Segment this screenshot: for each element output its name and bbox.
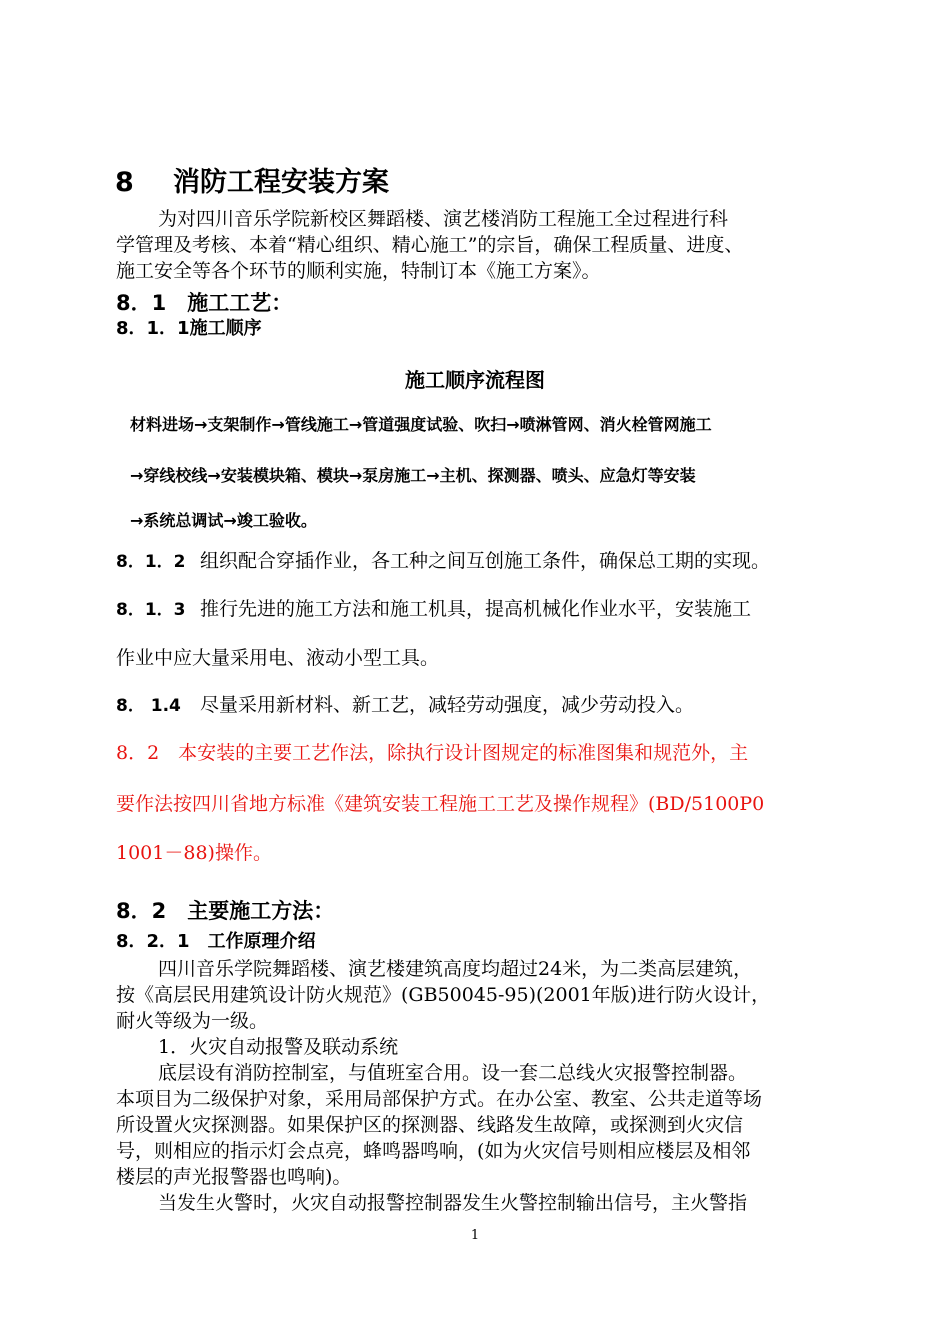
- red-note-line: 要作法按四川省地方标准《建筑安装工程施工工艺及操作规程》(BD/5100P0: [116, 793, 765, 815]
- item-8-1-4: [116, 692, 694, 719]
- body-line: 四川音乐学院舞蹈楼、演艺楼建筑高度均超过24米，为二类高层建筑，: [158, 958, 753, 980]
- body-line: 号，则相应的指示灯会点亮，蜂鸣器鸣响，(如为火灾信号则相应楼层及相邻: [116, 1140, 751, 1162]
- section-8-1-1-heading: 8．1．1施工顺序: [116, 318, 262, 339]
- body-subheading: 1．火灾自动报警及联动系统: [158, 1036, 399, 1058]
- red-note-line: 1001－88)操作。: [116, 842, 272, 864]
- item-text: 组织配合穿插作业，各工种之间互创施工条件，确保总工期的实现。: [200, 550, 771, 572]
- item-label: 8． 1.4: [116, 696, 181, 716]
- intro-paragraph: [116, 206, 842, 284]
- section-8-2-heading: 8．2 主要施工方法：: [116, 899, 335, 923]
- flow-line: →系统总调试→竣工验收。: [130, 511, 317, 530]
- item-text: 推行先进的施工方法和施工机具，提高机械化作业水平，安装施工: [200, 598, 752, 620]
- item-8-1-2: [116, 548, 770, 575]
- body-line: 底层设有消防控制室，与值班室合用。设一套二总线火灾报警控制器。: [158, 1062, 748, 1084]
- section-8-2-1-heading: 8．2．1 工作原理介绍: [116, 931, 316, 952]
- body-line: 本项目为二级保护对象，采用局部保护方式。在办公室、教室、公共走道等场: [116, 1088, 763, 1110]
- section-number: 8: [115, 167, 134, 198]
- body-line: 按《高层民用建筑设计防火规范》(GB50045-95)(2001年版)进行防火设计，: [116, 984, 771, 1006]
- flow-line: →穿线校线→安装模块箱、模块→泵房施工→主机、探测器、喷头、应急灯等安装: [130, 466, 696, 485]
- item-text: 尽量采用新材料、新工艺，减轻劳动强度，减少劳动投入。: [200, 694, 695, 716]
- page-number: 1: [470, 1228, 480, 1243]
- intro-line: 施工安全等各个环节的顺利实施，特制订本《施工方案》。: [116, 260, 601, 282]
- intro-line: 为对四川音乐学院新校区舞蹈楼、演艺楼消防工程施工全过程进行科: [158, 208, 729, 230]
- body-paragraph-1: [116, 956, 842, 1034]
- item-label: 8．1．3: [116, 600, 186, 620]
- item-8-1-3: [116, 596, 751, 623]
- item-label: 8．1．2: [116, 552, 186, 572]
- flow-line: 材料进场→支架制作→管线施工→管道强度试验、吹扫→喷淋管网、消火栓管网施工: [130, 415, 712, 434]
- section-8-1-heading: 8．1 施工工艺：: [116, 291, 293, 315]
- body-line: 楼层的声光报警器也鸣响)。: [116, 1166, 352, 1188]
- item-8-1-3-continued: 作业中应大量采用电、液动小型工具。: [116, 647, 440, 669]
- body-paragraph-3: [116, 1060, 842, 1190]
- intro-line: 学管理及考核、本着“精心组织、精心施工”的宗旨，确保工程质量、进度、: [116, 234, 744, 256]
- section-title: 消防工程安装方案: [173, 167, 389, 198]
- body-line: 所设置火灾探测器。如果保护区的探测器、线路发生故障，或探测到火灾信: [116, 1114, 744, 1136]
- flow-chart-title: 施工顺序流程图: [405, 368, 545, 392]
- body-line: 耐火等级为一级。: [116, 1010, 269, 1032]
- page-title: [115, 163, 389, 203]
- red-note-line: 8．2 本安装的主要工艺作法，除执行设计图规定的标准图集和规范外，主: [116, 742, 749, 764]
- body-paragraph-4: 当发生火警时，火灾自动报警控制器发生火警控制输出信号，主火警指: [158, 1192, 748, 1214]
